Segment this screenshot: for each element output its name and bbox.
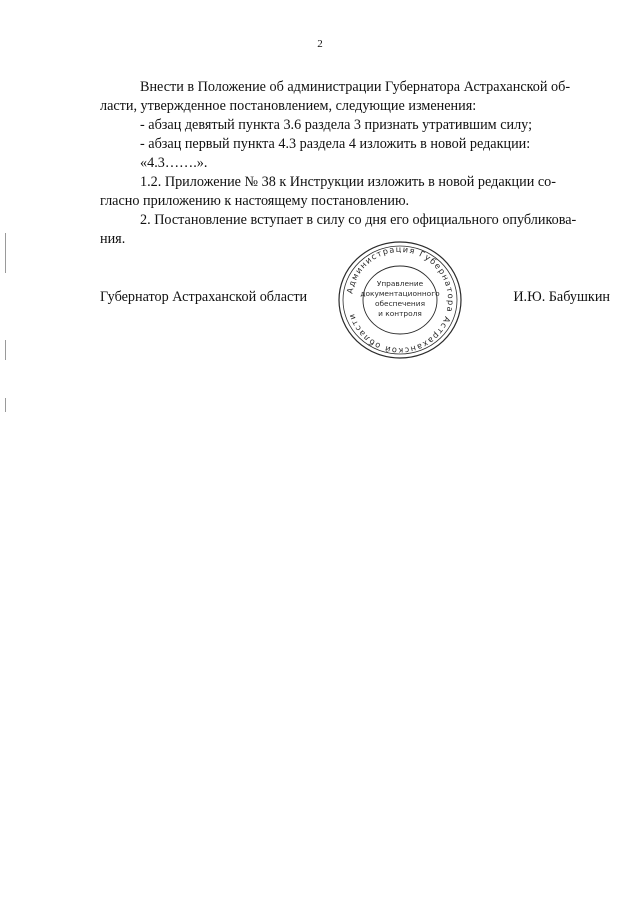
paragraph-line: 1.2. Приложение № 38 к Инструкции изложить в новой редакции со- [140, 174, 556, 190]
list-item: - абзац девятый пункта 3.6 раздела 3 признать утратившим силу; [140, 117, 533, 133]
signature-position: Губернатор Астраханской области [100, 289, 308, 305]
scan-edge-mark [5, 398, 6, 412]
official-seal [336, 238, 464, 362]
scan-edge-mark [5, 233, 6, 273]
page-number: 2 [317, 38, 323, 50]
paragraph-line: 2. Постановление вступает в силу со дня его официального опубликова- [140, 212, 577, 228]
scan-edge-mark [5, 340, 6, 360]
seal-inner-line: Управление [376, 279, 424, 288]
seal-inner-line: обеспечения [374, 299, 426, 308]
seal-outer-text: Администрация Губернатора Астраханской области [344, 243, 457, 357]
signature-name: И.Ю. Бабушкин [513, 289, 610, 305]
seal-inner-line: документационного [360, 289, 440, 298]
paragraph-line: ния. [100, 231, 126, 247]
paragraph-line: гласно приложению к настоящему постановлению. [100, 193, 410, 209]
seal-inner-line: и контроля [378, 309, 422, 318]
quoted-text: «4.3…….». [140, 155, 208, 171]
document-body [100, 78, 610, 249]
paragraph-line: Внести в Положение об администрации Губернатора Астраханской об- [140, 79, 571, 95]
list-item: - абзац первый пункта 4.3 раздела 4 изложить в новой редакции: [140, 136, 531, 152]
paragraph-line: ласти, утвержденное постановлением, следующие изменения: [100, 98, 477, 114]
